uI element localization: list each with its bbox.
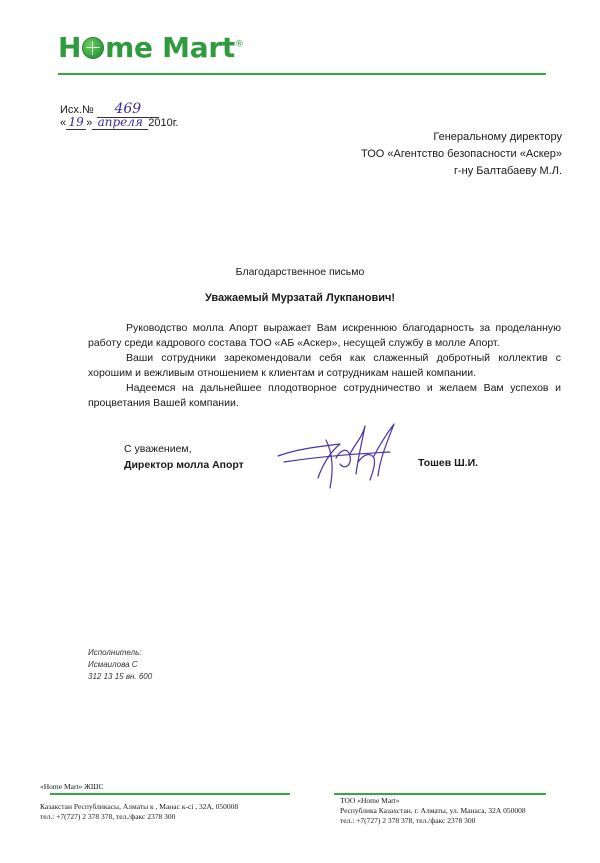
signer-name: Тошев Ш.И.	[418, 457, 479, 469]
addressee-line-3: г-ну Балтабаеву М.Л.	[453, 165, 562, 177]
footer-rule-right	[334, 793, 546, 795]
executor-label: Исполнитель:	[88, 648, 142, 657]
ref-date-year: 2010г.	[148, 117, 179, 129]
header-rule	[58, 73, 546, 75]
closing-salutation: С уважением,	[124, 443, 192, 455]
executor-block	[88, 647, 152, 683]
home-mart-logo	[58, 31, 244, 64]
logo-text-rest: me Mart	[105, 31, 235, 64]
executor-phone: 312 13 15 вн. 600	[88, 672, 153, 681]
handwritten-signature	[270, 418, 410, 498]
registered-mark: ®	[234, 39, 244, 50]
ref-number-label: Исх.№	[60, 104, 94, 116]
addressee-line-2: ТОО «Агентство безопасности «Аскер»	[361, 148, 562, 160]
date-open-quote: «	[60, 117, 67, 129]
footer-left-company: «Home Mart» ЖШС	[40, 782, 104, 791]
footer-left-phone: тел.: +7(727) 2 378 378, тел./факс 2378 300	[40, 812, 176, 821]
letter-greeting: Уважаемый Мурзатай Лукпанович!	[204, 292, 396, 304]
ref-date-line	[60, 115, 178, 130]
addressee-block	[361, 129, 562, 180]
letter-title: Благодарственное письмо	[235, 266, 365, 278]
letter-paragraph-1: Руководство молла Апорт выражает Вам искреннюю благодарность за проделанную работу среди кадрового состава ТОО «АБ «Аскер», несущей службу в молле Апорт.	[88, 322, 561, 349]
date-close-quote: »	[86, 117, 93, 129]
letter-body	[88, 321, 561, 411]
footer-right-block	[340, 796, 526, 826]
addressee-line-1: Генеральному директору	[433, 131, 562, 143]
globe-icon	[82, 37, 104, 59]
letter-paragraph-2: Ваши сотрудники зарекомендовали себя как слаженный добротный коллектив с хорошим и вежливым отношением к клиентам и сотрудникам нашей компании.	[88, 352, 561, 379]
footer-left-address	[40, 802, 238, 822]
signer-title: Директор молла Апорт	[124, 459, 244, 471]
footer-right-address: Республика Казахстан, г. Алматы, ул. Манаса, 32А 050008	[340, 806, 526, 815]
closing-block	[124, 441, 244, 473]
ref-number-value: 469	[97, 101, 159, 118]
footer-right-phone: тел.: +7(727) 2 378 378, тел./факс 2378 300	[340, 816, 476, 825]
footer-right-company: ТОО «Home Mart»	[340, 796, 400, 805]
footer-left-address-line: Казакстан Республикасы, Алматы к , Манас к-сі , 32А, 050008	[40, 802, 239, 811]
ref-date-month: апреля	[92, 115, 148, 130]
footer-rule-left	[50, 793, 290, 795]
logo-text-h: H	[58, 31, 82, 64]
letter-paragraph-3: Надеемся на дальнейшее плодотворное сотрудничество и желаем Вам успехов и процветания Вашей компании.	[88, 382, 561, 409]
executor-name: Исмаилова С	[88, 660, 138, 669]
ref-date-day: 19	[66, 115, 86, 130]
